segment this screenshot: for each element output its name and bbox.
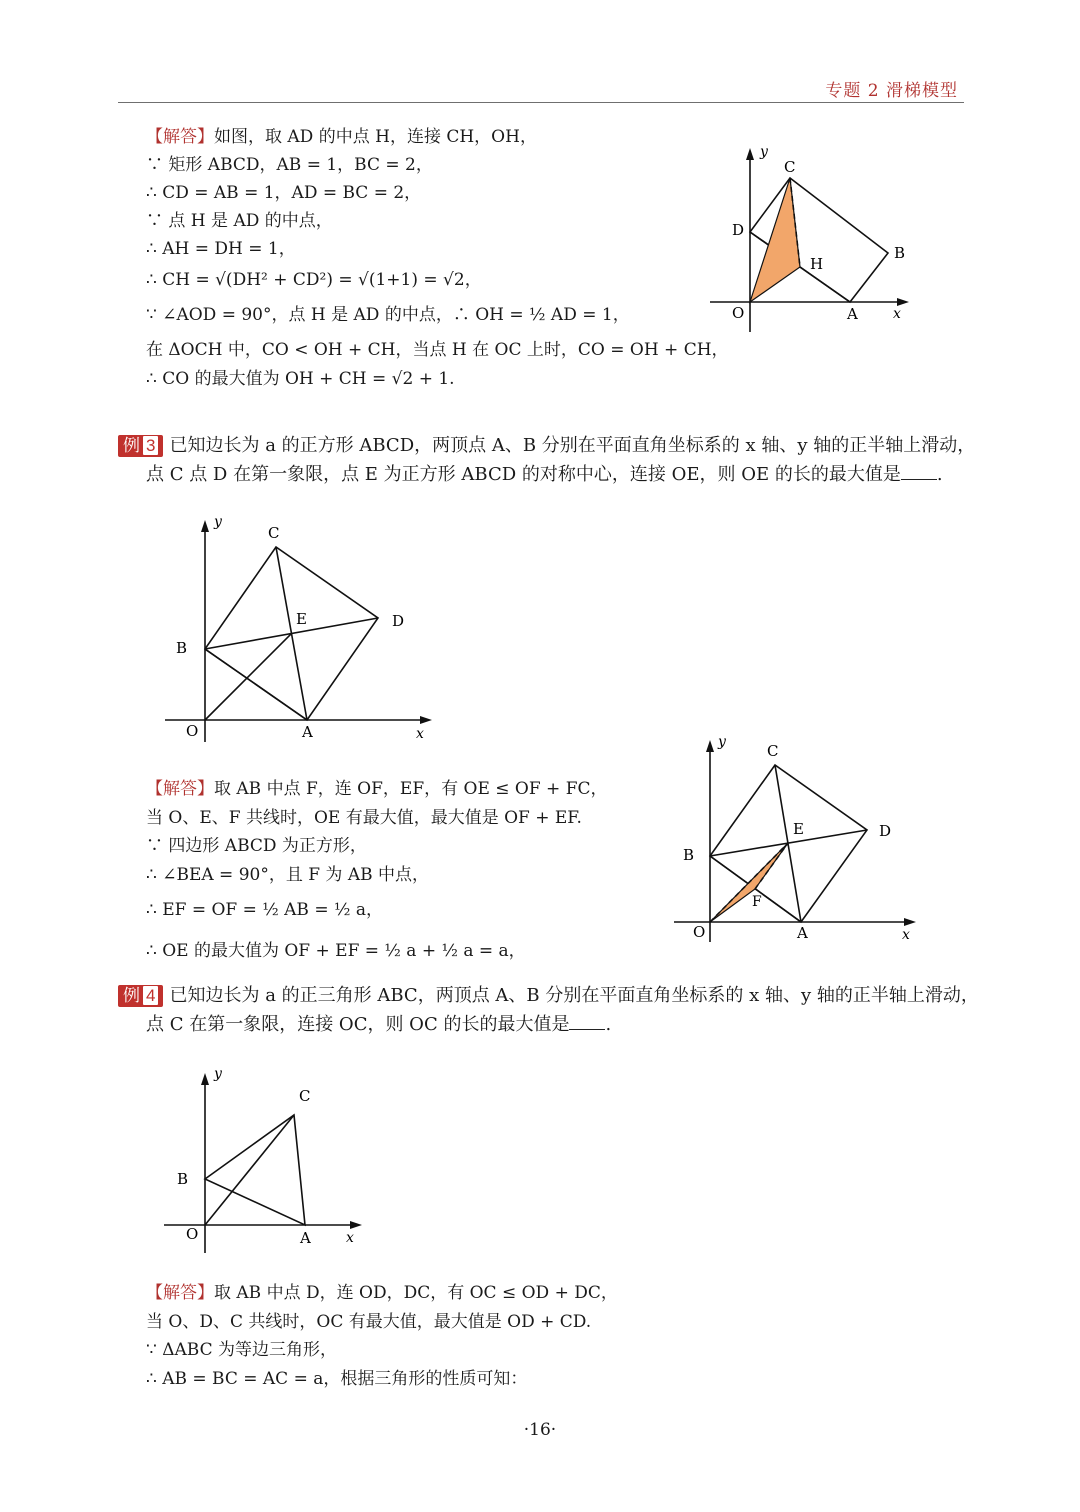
example-badge: 例 4	[118, 985, 163, 1007]
solution-text: 如图，取 AD 的中点 H，连接 CH，OH，	[214, 127, 537, 147]
solution1-line: ∵ ∠AOD = 90°，点 H 是 AD 的中点，∴ OH = ½ AD = 1，	[146, 305, 630, 325]
svg-text:C: C	[268, 524, 280, 542]
solution1-line: ∴ CH = √(DH² + CD²) = √(1+1) = √2，	[146, 270, 482, 290]
fig1-label: O	[732, 304, 745, 322]
solution-tag: 【解答】	[146, 127, 214, 147]
svg-text:B: B	[177, 1170, 189, 1188]
svg-text:O: O	[186, 722, 199, 740]
svg-text:y: y	[718, 734, 726, 750]
figure-square-coordinate	[160, 510, 440, 745]
solution3-line: ∴ OE 的最大值为 OF + EF = ½ a + ½ a = a，	[146, 941, 526, 961]
solution1-line: ∴ CO 的最大值为 OH + CH = √2 + 1.	[146, 369, 455, 389]
fig1-label: B	[894, 244, 906, 262]
solution1-line: ∴ AH = DH = 1，	[146, 239, 296, 259]
answer-blank	[569, 1013, 605, 1030]
example3-line2: 点 C 点 D 在第一象限，点 E 为正方形 ABCD 的对称中心，连接 OE，则 OE 的长的最大值是 .	[146, 464, 943, 485]
figure-square-shaded	[670, 732, 920, 944]
fig1-label: x	[893, 306, 901, 322]
solution3-line: ∴ ∠BEA = 90°，且 F 为 AB 中点，	[146, 865, 430, 885]
solution3-line: ∵ 四边形 ABCD 为正方形，	[146, 836, 367, 856]
fig1-label: D	[732, 221, 745, 239]
svg-text:B: B	[683, 846, 695, 864]
svg-text:D: D	[392, 612, 405, 630]
example4-line2: 点 C 在第一象限，连接 OC，则 OC 的长的最大值是 .	[146, 1014, 612, 1035]
svg-text:F: F	[752, 894, 762, 910]
svg-text:A: A	[797, 924, 808, 942]
svg-text:y: y	[214, 1066, 222, 1082]
example-badge: 例 3	[118, 435, 163, 457]
fig1-label: A	[847, 305, 858, 323]
solution1-line	[146, 126, 537, 148]
solution3-line: 【解答】取 AB 中点 F，连 OF，EF，有 OE ≤ OF + FC，	[146, 779, 608, 799]
figure-rectangle-coordinate	[700, 140, 920, 340]
solution1-line: 在 ΔOCH 中，CO < OH + CH，当点 H 在 OC 上时，CO = OH + CH，	[146, 340, 729, 360]
svg-text:A: A	[300, 1229, 311, 1247]
example-text: 已知边长为 a 的正三角形 ABC，两顶点 A、B 分别在平面直角坐标系的 x 轴、y 轴的正半轴上滑动，	[169, 985, 979, 1006]
svg-text:C: C	[299, 1087, 311, 1105]
solution1-line: ∵ 矩形 ABCD，AB = 1，BC = 2，	[146, 155, 433, 175]
fig1-label: H	[810, 255, 824, 273]
solution1-line: ∵ 点 H 是 AD 的中点，	[146, 211, 333, 231]
svg-text:y: y	[214, 514, 222, 530]
solution4-line: ∵ ΔABC 为等边三角形，	[146, 1340, 337, 1360]
example-text: 点 C 在第一象限，连接 OC，则 OC 的长的最大值是	[146, 1014, 570, 1035]
solution1-line: ∴ CD = AB = 1，AD = BC = 2，	[146, 183, 422, 203]
solution3-line: 当 O、E、F 共线时，OE 有最大值，最大值是 OF + EF.	[146, 808, 582, 828]
svg-text:x: x	[902, 927, 910, 943]
solution4-line: 当 O、D、C 共线时，OC 有最大值，最大值是 OD + CD.	[146, 1312, 592, 1332]
svg-text:C: C	[767, 742, 779, 760]
example-text: 已知边长为 a 的正方形 ABCD，两顶点 A、B 分别在平面直角坐标系的 x 轴、y 轴的正半轴上滑动，	[169, 435, 976, 456]
svg-text:E: E	[793, 820, 804, 838]
solution4-line: 【解答】取 AB 中点 D，连 OD，DC，有 OC ≤ OD + DC，	[146, 1283, 618, 1303]
answer-blank	[901, 463, 937, 480]
example3-line1	[118, 434, 975, 458]
solution4-line: ∴ AB = BC = AC = a，根据三角形的性质可知：	[146, 1369, 528, 1389]
example-text: 点 C 点 D 在第一象限，点 E 为正方形 ABCD 的对称中心，连接 OE，则 OE 的长的最大值是	[146, 464, 901, 485]
fig1-label: y	[760, 144, 768, 160]
svg-text:O: O	[186, 1225, 199, 1243]
header-title: 专题 2 滑梯模型	[825, 81, 958, 101]
svg-text:O: O	[693, 923, 706, 941]
figure-triangle-coordinate	[160, 1065, 370, 1255]
svg-text:x: x	[416, 726, 424, 742]
svg-text:A: A	[302, 723, 313, 741]
fig1-label: C	[784, 158, 796, 176]
svg-text:E: E	[296, 610, 307, 628]
running-header	[118, 76, 964, 103]
svg-text:B: B	[176, 639, 188, 657]
page-number: ·16·	[523, 1420, 557, 1440]
svg-text:x: x	[346, 1230, 354, 1246]
svg-text:D: D	[879, 822, 892, 840]
solution3-line: ∴ EF = OF = ½ AB = ½ a，	[146, 900, 383, 920]
example4-line1	[118, 984, 979, 1008]
